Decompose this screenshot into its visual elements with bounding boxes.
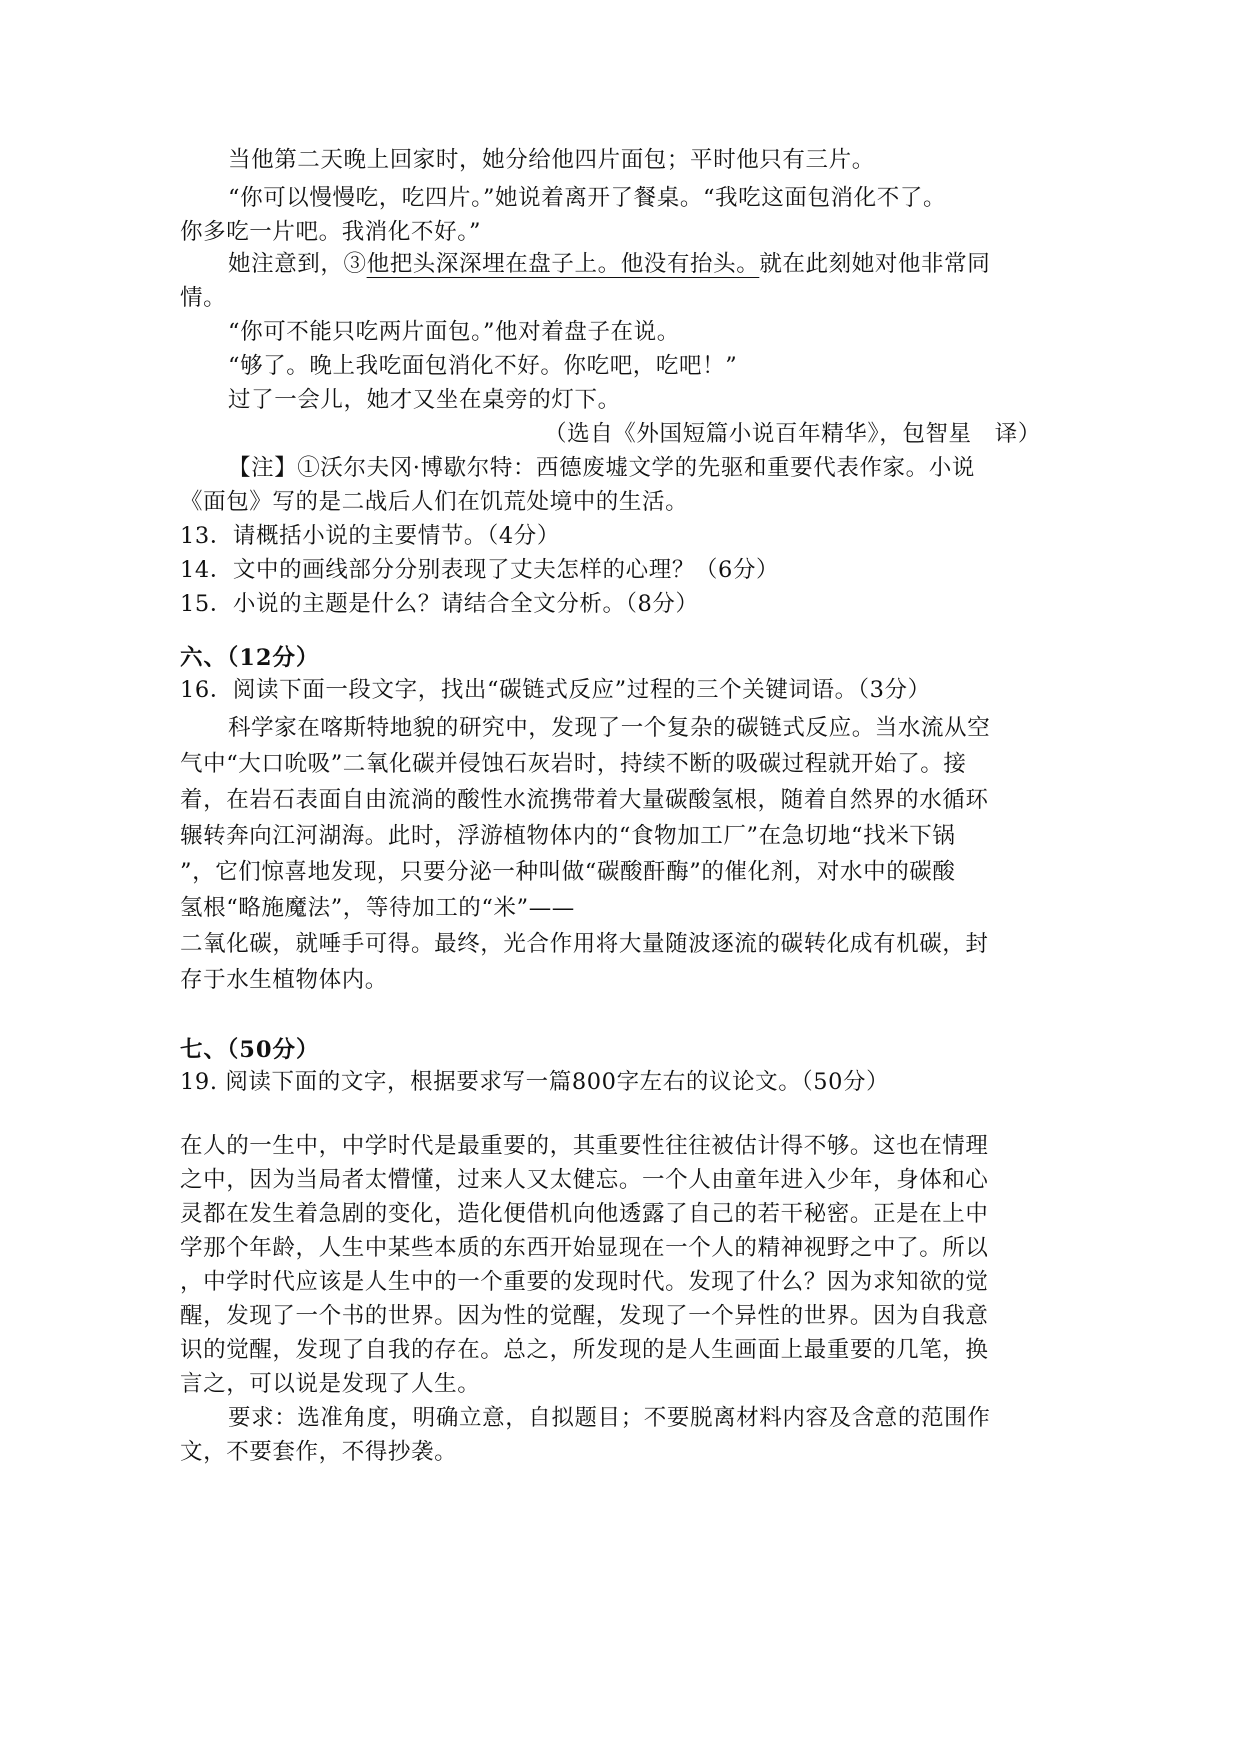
story-paragraph-5: “够了。晚上我吃面包消化不好。你吃吧，吃吧！” (228, 353, 738, 379)
question-16: 16．阅读下面一段文字，找出“碳链式反应”过程的三个关键词语。（3分） (180, 677, 931, 703)
section-6-line: 气中“大口吮吸”二氧化碳并侵蚀石灰岩时，持续不断的吸碳过程就开始了。接 (180, 751, 967, 777)
essay-material-line: 醒，发现了一个书的世界。因为性的觉醒，发现了一个异性的世界。因为自我意 (180, 1303, 989, 1329)
source-citation: （选自《外国短篇小说百年精华》，包智星 译） (544, 421, 1041, 447)
story-paragraph-3-suffix: 就在此刻她对他非常同 (759, 251, 991, 277)
section-7-heading: 七、（50分） (180, 1037, 320, 1063)
story-paragraph-2-line-1: “你可以慢慢吃，吃四片。”她说着离开了餐桌。“我吃这面包消化不了。 (228, 185, 947, 211)
essay-material-line: ，中学时代应该是人生中的一个重要的发现时代。发现了什么？因为求知欲的觉 (180, 1269, 989, 1295)
underlined-passage-3: 他把头深深埋在盘子上。他没有抬头。 (366, 251, 760, 277)
section-6-line: ”，它们惊喜地发现，只要分泌一种叫做“碳酸酐酶”的催化剂，对水中的碳酸 (180, 859, 956, 885)
story-paragraph-3-line-1 (228, 246, 990, 282)
story-paragraph-6: 过了一会儿，她才又坐在桌旁的灯下。 (228, 387, 621, 413)
section-6-line: 科学家在喀斯特地貌的研究中，发现了一个复杂的碳链式反应。当水流从空 (228, 715, 991, 741)
footnote-line-1: 【注】①沃尔夫冈·博歇尔特：西德废墟文学的先驱和重要代表作家。小说 (228, 455, 975, 481)
footnote-line-2: 《面包》写的是二战后人们在饥荒处境中的生活。 (180, 489, 689, 515)
section-6-line: 二氧化碳，就唾手可得。最终，光合作用将大量随波逐流的碳转化成有机碳，封 (180, 931, 989, 957)
section-6-line: 着，在岩石表面自由流淌的酸性水流携带着大量碳酸氢根，随着自然界的水循环 (180, 787, 989, 813)
section-6-heading: 六、（12分） (180, 645, 320, 671)
essay-material-line: 在人的一生中，中学时代是最重要的，其重要性往往被估计得不够。这也在情理 (180, 1133, 989, 1159)
essay-material-line: 灵都在发生着急剧的变化，造化便借机向他透露了自己的若干秘密。正是在上中 (180, 1201, 989, 1227)
essay-material-line: 言之，可以说是发现了人生。 (180, 1371, 481, 1397)
section-6-line: 氢根“略施魔法”，等待加工的“米”—— (180, 895, 575, 921)
question-15: 15．小说的主题是什么？请结合全文分析。（8分） (180, 591, 699, 617)
section-6-line: 辗转奔向江河湖海。此时，浮游植物体内的“食物加工厂”在急切地“找米下锅 (180, 823, 956, 849)
story-paragraph-4: “你可不能只吃两片面包。”他对着盘子在说。 (228, 319, 680, 345)
story-paragraph-2-line-2: 你多吃一片吧。我消化不好。” (180, 219, 482, 245)
section-6-line: 存于水生植物体内。 (180, 967, 388, 993)
question-19: 19. 阅读下面的文字，根据要求写一篇800字左右的议论文。（50分） (180, 1069, 890, 1095)
question-13: 13．请概括小说的主要情节。（4分） (180, 523, 560, 549)
question-14: 14．文中的画线部分分别表现了丈夫怎样的心理？（6分） (180, 557, 780, 583)
story-paragraph-3-prefix: 她注意到，③ (228, 251, 367, 277)
essay-material-line: 识的觉醒，发现了自我的存在。总之，所发现的是人生画面上最重要的几笔，换 (180, 1337, 989, 1363)
story-paragraph-3-line-2: 情。 (180, 285, 227, 311)
essay-requirement-line-2: 文，不要套作，不得抄袭。 (180, 1439, 458, 1465)
essay-material-line: 学那个年龄，人生中某些本质的东西开始显现在一个人的精神视野之中了。所以 (180, 1235, 989, 1261)
essay-material-line: 之中，因为当局者太懵懂，过来人又太健忘。一个人由童年进入少年，身体和心 (180, 1167, 989, 1193)
story-paragraph-1: 当他第二天晚上回家时，她分给他四片面包；平时他只有三片。 (228, 147, 875, 173)
essay-requirement-line-1: 要求：选准角度，明确立意，自拟题目；不要脱离材料内容及含意的范围作 (228, 1405, 991, 1431)
